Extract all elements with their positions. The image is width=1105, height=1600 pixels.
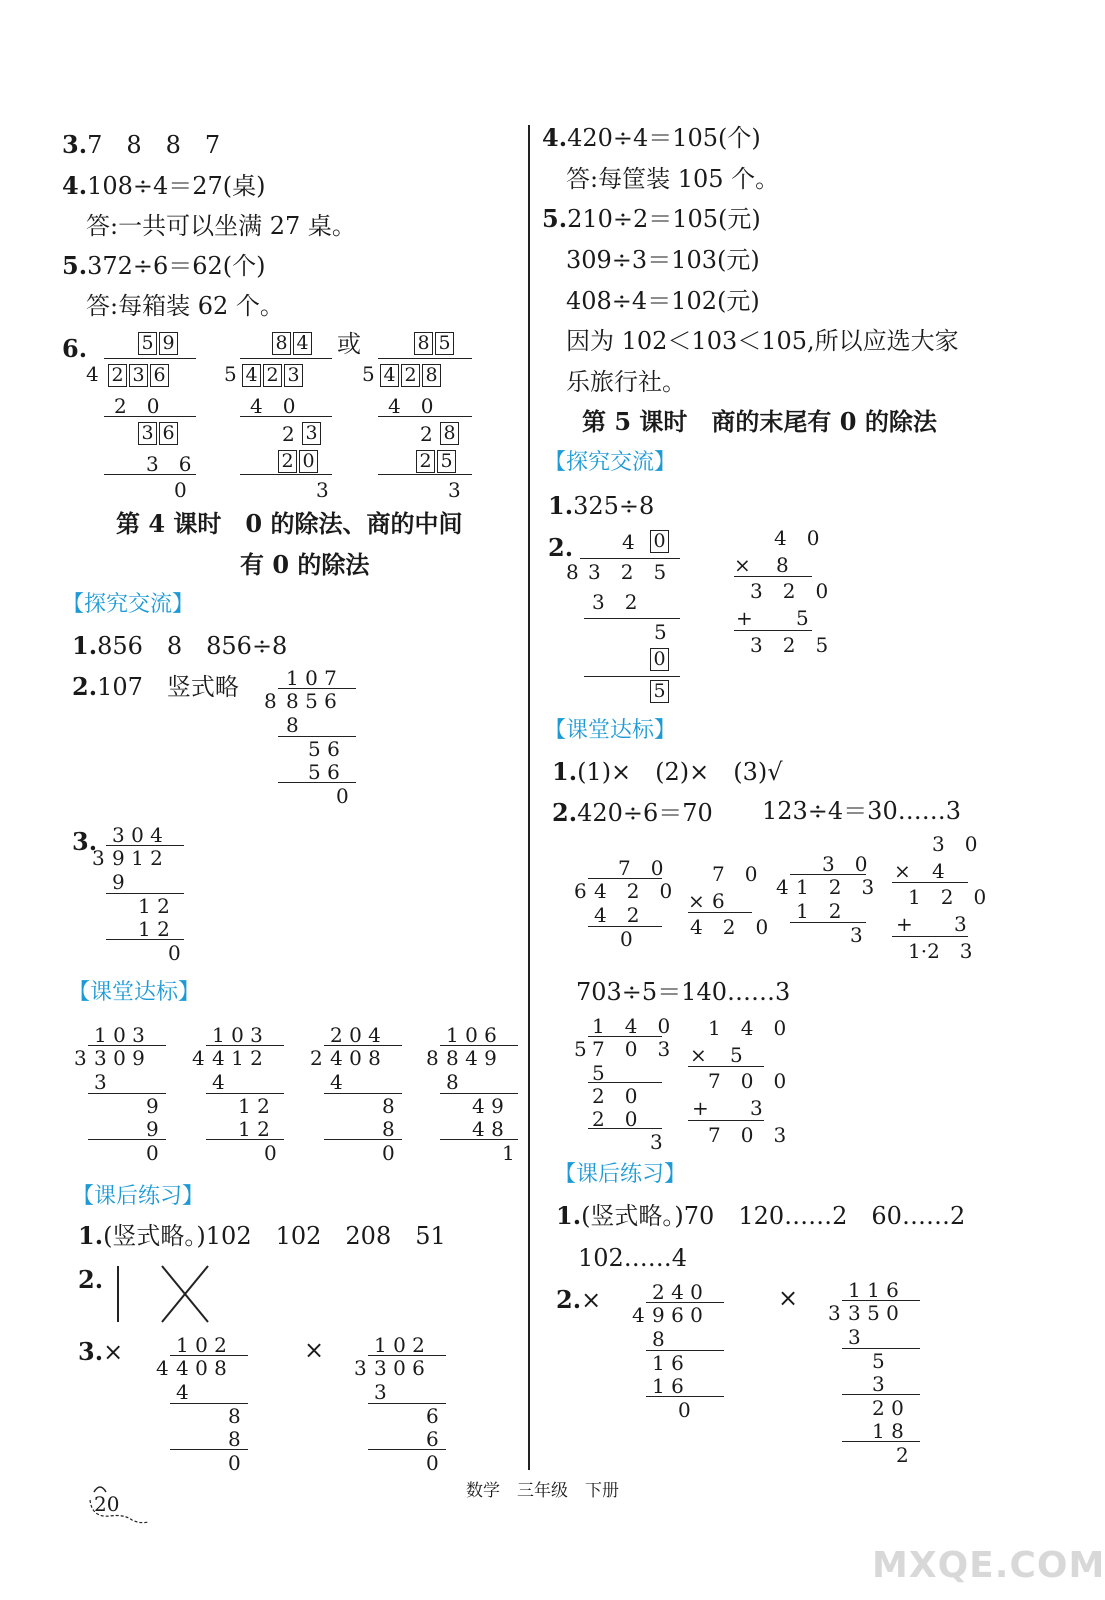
r-q5-row: 5.210÷2＝105(元) xyxy=(542,204,761,233)
footer-subject: 数学 三年级 下册 xyxy=(466,1481,619,1501)
div-123-4: 3 0 4 1 2 3 1 2 3 xyxy=(776,852,875,947)
div-306-3: 1 0 2 3 3 0 6 3 6 6 0 xyxy=(354,1335,454,1475)
q6-div1: 5 9 4 2 3 6 2 0 3 6 3 6 0 xyxy=(86,332,206,502)
r-q5-eq3: 408÷4＝102(元) xyxy=(566,287,760,315)
q6-div3: 8 5 5 4 2 8 4 0 2 8 2 5 3 xyxy=(362,332,482,502)
r-q5-reason2: 乐旅行社。 xyxy=(566,368,686,396)
q6-number: 6. xyxy=(62,334,88,363)
class-tag-left: 【课堂达标】 xyxy=(68,980,201,1005)
after-tag-left: 【课后练习】 xyxy=(72,1184,205,1209)
div-849-8: 1 0 6 8 8 4 9 8 4 9 4 8 1 xyxy=(426,1025,526,1165)
q3-row: 3.7 8 8 7 xyxy=(62,130,221,159)
r-c1-row: 1.(1)× (2)× (3)√ xyxy=(552,757,783,786)
explore-tag-right: 【探究交流】 xyxy=(544,450,677,475)
r-q4-answer: 答:每筐装 105 个。 xyxy=(566,165,780,193)
r-q4-row: 4.420÷4＝105(个) xyxy=(542,123,761,152)
r-q5-eq2: 309÷3＝103(元) xyxy=(566,246,760,274)
div-703-5: 1 4 0 5 7 0 3 5 2 0 2 0 3 xyxy=(574,1014,671,1154)
lesson5-title: 第 5 课时 商的末尾有 0 的除法 xyxy=(582,407,937,436)
q4-row: 4.108÷4＝27(桌) xyxy=(62,171,266,200)
r-a2-row: 2.× xyxy=(556,1285,602,1314)
q5-row: 5.372÷6＝62(个) xyxy=(62,251,266,280)
r-a1-row: 1.(竖式略。)70 120……2 60……2 xyxy=(556,1201,966,1230)
page-number: 20 xyxy=(94,1492,120,1516)
r-e2-number: 2. xyxy=(548,533,574,562)
explore-tag-left: 【探究交流】 xyxy=(62,592,195,617)
div-420-6: 7 0 6 4 2 0 4 2 0 xyxy=(574,856,673,951)
q5-answer: 答:每箱装 62 个。 xyxy=(86,292,284,320)
e2-row: 2.107 竖式略 xyxy=(72,672,239,701)
div-408-2: 2 0 4 2 4 0 8 4 8 8 0 xyxy=(310,1025,410,1165)
class-tag-right: 【课堂达标】 xyxy=(544,718,677,743)
r-a1-row2: 102……4 xyxy=(578,1244,688,1272)
a3-row: 3.× xyxy=(78,1337,124,1366)
q6-div2: 8 4 5 4 2 3 4 0 2 3 2 0 3 xyxy=(224,332,344,502)
q4-answer: 答:一共可以坐满 27 桌。 xyxy=(86,212,356,240)
r-a2-mark2: × xyxy=(778,1284,799,1312)
div-408-4: 1 0 2 4 4 0 8 4 8 8 0 xyxy=(156,1335,256,1475)
after-tag-right: 【课后练习】 xyxy=(554,1162,687,1187)
column-divider xyxy=(528,125,530,1470)
a2-number: 2. xyxy=(78,1265,104,1294)
div-350-3: 1 1 6 3 3 5 0 3 5 3 2 0 1 8 2 xyxy=(828,1280,928,1470)
div-309-3: 1 0 3 3 3 0 9 3 9 9 0 xyxy=(74,1025,174,1165)
div-325-8: 4 0 8 3 2 5 3 2 5 0 5 xyxy=(566,530,686,710)
watermark: MXQE.COM xyxy=(872,1545,1105,1586)
lesson4-title-line2: 有 0 的除法 xyxy=(240,550,370,579)
mul-70-6: 7 0 × 6 4 2 0 xyxy=(688,862,769,939)
r-c2-eq3: 703÷5＝140……3 xyxy=(576,978,791,1006)
mul-140-5: 1 4 0 × 5 7 0 0 + 3 7 0 3 xyxy=(690,1016,787,1147)
q6-or: 或 xyxy=(337,330,361,358)
div-960-4: 2 4 0 4 9 6 0 8 1 6 1 6 0 xyxy=(632,1282,732,1422)
mul-30-4: 3 0 × 4 1 2 0 + 3 1·2 3 xyxy=(894,832,987,963)
e1-row: 1.856 8 856÷8 xyxy=(72,631,288,660)
page-decoration-icon xyxy=(84,1478,154,1524)
r-q5-reason1: 因为 102＜103＜105,所以应选大家 xyxy=(566,327,959,355)
div-856-8: 1 0 7 8 8 5 6 8 5 6 5 6 0 xyxy=(264,668,364,808)
mul-40-8: 4 0 × 8 3 2 0 + 5 3 2 5 xyxy=(734,526,829,657)
r-c2-row: 2.420÷6＝70 xyxy=(552,798,713,827)
matching-lines xyxy=(110,1262,220,1328)
r-e1-row: 1.325÷8 xyxy=(548,491,655,520)
div-412-4: 1 0 3 4 4 1 2 4 1 2 1 2 0 xyxy=(192,1025,292,1165)
lesson4-title-line1: 第 4 课时 0 的除法、商的中间 xyxy=(116,509,463,538)
a3-mark2: × xyxy=(304,1336,325,1364)
e3-number: 3. xyxy=(72,827,98,856)
a1-row: 1.(竖式略。)102 102 208 51 xyxy=(78,1221,446,1250)
div-912-3: 3 0 4 3 9 1 2 9 1 2 1 2 0 xyxy=(92,825,192,965)
r-c2-eq2: 123÷4＝30……3 xyxy=(762,797,961,825)
